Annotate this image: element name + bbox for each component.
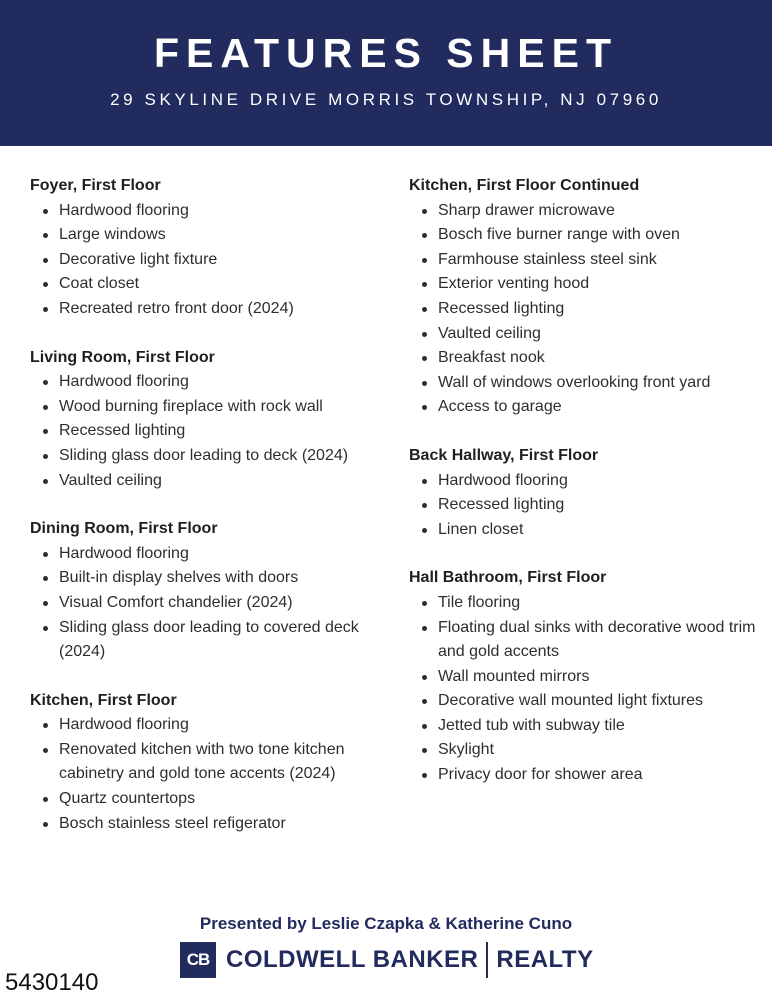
section-title: Back Hallway, First Floor <box>409 446 599 464</box>
feature-item: Farmhouse stainless steel sink <box>409 248 758 273</box>
page-title: FEATURES SHEET <box>154 30 618 76</box>
feature-section <box>409 566 759 787</box>
feature-item: Recreated retro front door (2024) <box>30 297 377 322</box>
section-title: Living Room, First Floor <box>30 348 215 366</box>
feature-item: Built-in display shelves with doors <box>30 566 377 591</box>
feature-item: Wall of windows overlooking front yard <box>409 371 758 396</box>
feature-item: Sliding glass door leading to deck (2024) <box>30 444 377 469</box>
feature-item: Exterior venting hood <box>409 272 758 297</box>
section-title: Hall Bathroom, First Floor <box>409 569 607 587</box>
feature-item: Sliding glass door leading to covered deck (2024) <box>30 616 377 665</box>
feature-list <box>30 713 400 836</box>
feature-section <box>30 689 400 837</box>
feature-item: Vaulted ceiling <box>30 469 377 494</box>
brand-mark-icon: CB <box>180 942 216 978</box>
feature-list <box>409 199 759 420</box>
feature-item: Recessed lighting <box>409 297 758 322</box>
feature-section <box>409 174 759 420</box>
feature-item: Wood burning fireplace with rock wall <box>30 395 377 420</box>
feature-item: Coat closet <box>30 272 377 297</box>
feature-item: Wall mounted mirrors <box>409 665 758 690</box>
feature-item: Hardwood flooring <box>409 469 758 494</box>
feature-item: Renovated kitchen with two tone kitchen cabinetry and gold tone accents (2024) <box>30 738 377 787</box>
feature-item: Recessed lighting <box>30 419 377 444</box>
feature-item: Floating dual sinks with decorative wood trim and gold accents <box>409 616 758 665</box>
feature-item: Hardwood flooring <box>30 199 377 224</box>
feature-list <box>409 591 759 788</box>
section-title: Kitchen, First Floor Continued <box>409 177 640 194</box>
feature-item: Jetted tub with subway tile <box>409 714 758 739</box>
feature-item: Bosch five burner range with oven <box>409 223 758 248</box>
feature-list <box>30 370 400 493</box>
feature-section <box>30 174 400 322</box>
feature-section <box>409 444 759 542</box>
feature-item: Sharp drawer microwave <box>409 199 758 224</box>
feature-item: Access to garage <box>409 395 758 420</box>
left-column <box>30 174 400 860</box>
feature-item: Skylight <box>409 738 758 763</box>
header-banner <box>0 0 772 146</box>
feature-item: Linen closet <box>409 518 758 543</box>
feature-item: Decorative wall mounted light fixtures <box>409 689 758 714</box>
brand-sub: REALTY <box>496 946 594 973</box>
brand-logo <box>180 940 594 980</box>
feature-item: Privacy door for shower area <box>409 763 758 788</box>
feature-list <box>30 199 400 322</box>
listing-id: 5430140 <box>5 969 99 996</box>
brand-divider <box>486 942 488 978</box>
feature-item: Large windows <box>30 223 377 248</box>
section-title: Kitchen, First Floor <box>30 691 177 709</box>
feature-item: Visual Comfort chandelier (2024) <box>30 591 377 616</box>
feature-item: Bosch stainless steel refigerator <box>30 812 377 837</box>
brand-name: COLDWELL BANKER <box>226 946 479 973</box>
section-title: Foyer, First Floor <box>30 177 161 194</box>
feature-item: Hardwood flooring <box>30 542 377 567</box>
feature-list <box>30 542 400 665</box>
presented-by: Presented by Leslie Czapka & Katherine Cuno <box>199 914 573 933</box>
section-title: Dining Room, First Floor <box>30 520 218 538</box>
feature-item: Tile flooring <box>409 591 758 616</box>
feature-list <box>409 469 759 543</box>
right-column <box>409 174 759 812</box>
feature-item: Vaulted ceiling <box>409 322 758 347</box>
feature-section <box>30 346 400 494</box>
feature-item: Hardwood flooring <box>30 370 377 395</box>
feature-item: Decorative light fixture <box>30 248 377 273</box>
feature-item: Breakfast nook <box>409 346 758 371</box>
feature-item: Quartz countertops <box>30 787 377 812</box>
feature-item: Recessed lighting <box>409 493 758 518</box>
feature-item: Hardwood flooring <box>30 713 377 738</box>
feature-section <box>30 517 400 665</box>
property-address: 29 SKYLINE DRIVE MORRIS TOWNSHIP, NJ 07960 <box>110 90 662 109</box>
